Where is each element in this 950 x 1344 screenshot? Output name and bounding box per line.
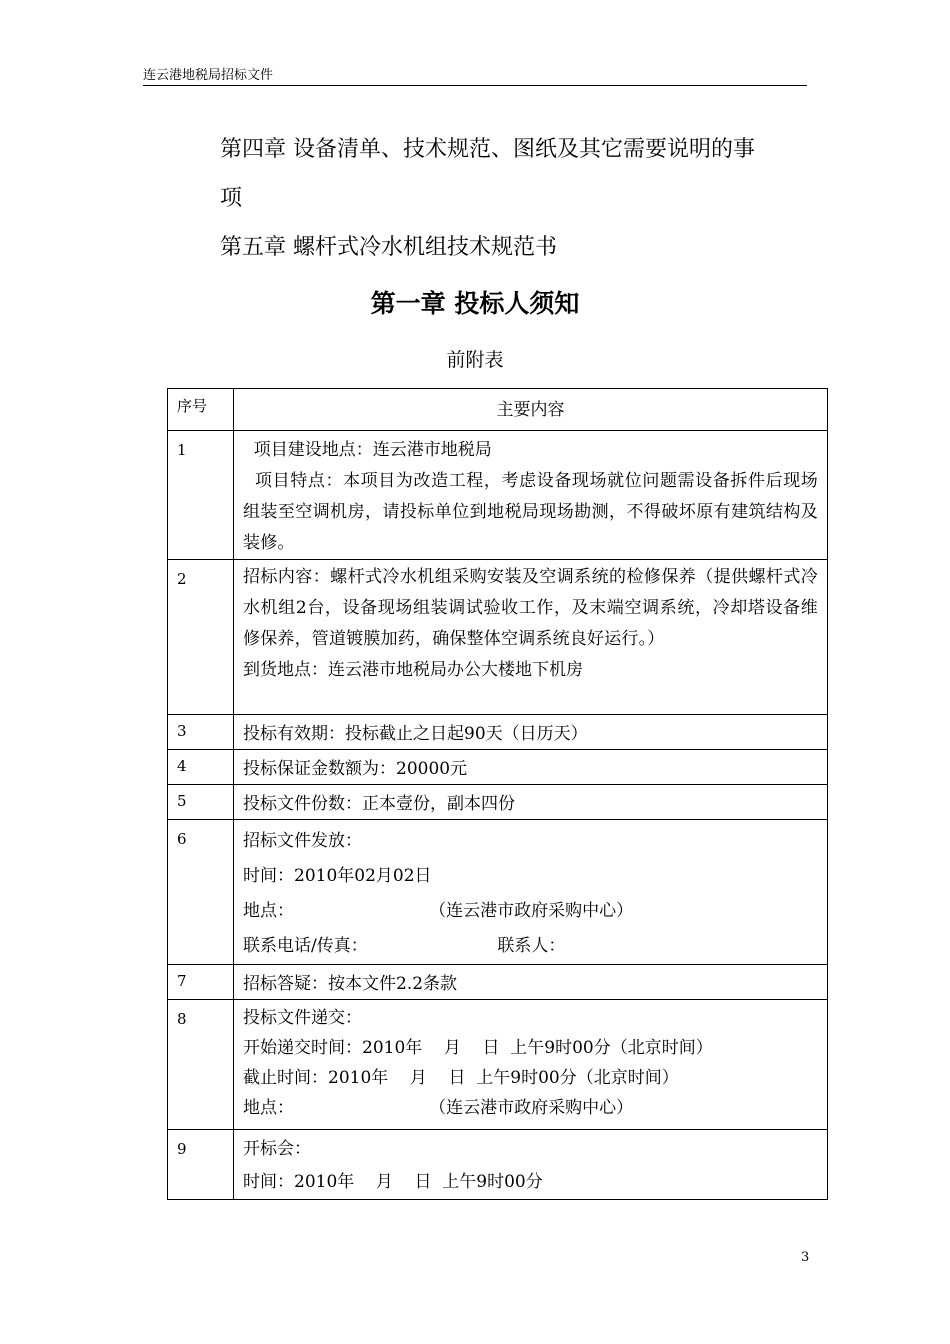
table-row: [168, 750, 828, 785]
row-content: [234, 785, 828, 820]
row-content: [234, 1000, 828, 1130]
table-header-row: [168, 389, 828, 431]
row-paragraph: 项目特点：本项目为改造工程，考虑设备现场就位问题需设备拆件后现场组装至空调机房，请投标单位到地税局现场勘测，不得破坏原有建筑结构及装修。: [243, 471, 818, 553]
row-number: 6: [168, 820, 234, 965]
row-text: 投标文件份数：正本壹份，副本四份: [243, 794, 515, 814]
row-content: [234, 965, 828, 1000]
row-paragraph: 招标内容：螺杆式冷水机组采购安装及空调系统的检修保养（提供螺杆式冷水机组2台，设备现场组装调试验收工作，及末端空调系统，冷却塔设备维修保养，管道镀膜加药，确保整体空调系统良好运行。）: [243, 567, 818, 649]
page-number: 3: [801, 1250, 810, 1265]
table-row: [168, 1000, 828, 1130]
toc-chapter4-line2: 项: [220, 186, 243, 211]
row-text: 地点： （连云港市政府采购中心）: [243, 1098, 634, 1118]
header-content: 主要内容: [234, 389, 828, 431]
document-header: 连云港地税局招标文件: [143, 68, 274, 83]
row-text: 项目建设地点：连云港市地税局: [243, 440, 492, 460]
row-number: 8: [168, 1000, 234, 1130]
row-text: 地点： （连云港市政府采购中心）: [243, 901, 634, 921]
row-text: 联系电话/传真： 联系人：: [243, 936, 566, 956]
row-text: 开始递交时间：2010年 月 日 上午9时00分（北京时间）: [243, 1038, 713, 1058]
row-text: 投标保证金数额为：20000元: [243, 759, 468, 779]
table-row: [168, 1130, 828, 1200]
table-row: [168, 715, 828, 750]
table-row: [168, 431, 828, 560]
header-rule: [143, 85, 807, 86]
toc-chapter5: 第五章 螺杆式冷水机组技术规范书: [220, 235, 557, 260]
table-title: 前附表: [446, 349, 504, 371]
row-text: 到货地点：连云港市地税局办公大楼地下机房: [243, 660, 583, 680]
row-content: [234, 750, 828, 785]
row-content: [234, 820, 828, 965]
row-text: 投标文件递交：: [243, 1008, 362, 1028]
row-text: 截止时间：2010年 月 日 上午9时00分（北京时间）: [243, 1068, 679, 1088]
table-row: [168, 820, 828, 965]
row-text: 时间：2010年 月 日 上午9时00分: [243, 1172, 543, 1192]
toc-chapter4-line1: 第四章 设备清单、技术规范、图纸及其它需要说明的事: [220, 137, 755, 162]
row-content: [234, 560, 828, 715]
chapter-title: 第一章 投标人须知: [370, 289, 580, 318]
row-number: 2: [168, 560, 234, 715]
row-number: 3: [168, 715, 234, 750]
row-number: 4: [168, 750, 234, 785]
row-number: 1: [168, 431, 234, 560]
table-row: [168, 785, 828, 820]
row-text: 开标会：: [243, 1139, 311, 1159]
front-table: [167, 388, 828, 1200]
table-row: [168, 965, 828, 1000]
row-number: 9: [168, 1130, 234, 1200]
row-number: 7: [168, 965, 234, 1000]
row-text: 时间：2010年02月02日: [243, 866, 432, 886]
row-text: 投标有效期：投标截止之日起90天（日历天）: [243, 724, 588, 744]
row-content: [234, 715, 828, 750]
row-text: 招标答疑：按本文件2.2条款: [243, 974, 458, 994]
row-content: [234, 1130, 828, 1200]
row-text: 招标文件发放：: [243, 831, 362, 851]
row-number: 5: [168, 785, 234, 820]
row-content: [234, 431, 828, 560]
header-num: 序号: [168, 389, 234, 431]
table-row: [168, 560, 828, 715]
